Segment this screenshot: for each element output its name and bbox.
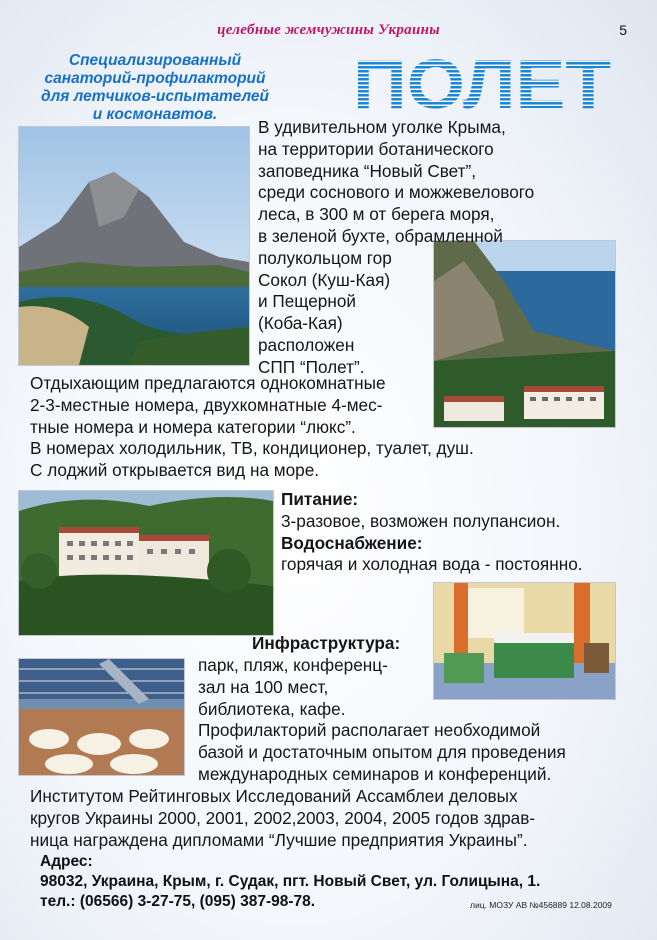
hotel-room-photo [433,582,616,700]
subtitle: Специализированный санаторий-профилакторий для летчиков-испытателей и космонавтов. [41,52,269,123]
base-paragraph: Профилакторий располагает необходимой базой и достаточным опытом для проведения международных семинаров и конференций. [198,720,566,784]
rooms-paragraph: Отдыхающим предлагаются однокомнатные 2-3-местные номера, двухкомнатные 4-мес- тные номера и номера категории “люкс”. В номерах холодильник, ТВ, кондиционер, туалет, душ. С лоджий открывается вид на море. [30,373,474,481]
polet-logo [350,50,615,116]
infra-heading: Инфраструктура: [252,633,401,653]
logo-text: ПОЛЕТ [353,50,611,116]
address-phone: тел.: (06566) 3-27-75, (095) 387-98-78. [40,893,316,910]
address-line: 98032, Украина, Крым, г. Судак, пгт. Новый Свет, ул. Голицына, 1. [40,873,541,890]
intro-paragraph: В удивительном уголке Крыма, на территории ботанического заповедника “Новый Свет”, среди соснового и можжевелового леса, в 300 м от берега моря, в зеленой бухте, обрамленной полукольцом гор Сокол (Куш-Кая) и Пещерной (Коба-Кая) расположен СПП “Полет”. [258,117,535,377]
restaurant-photo [18,658,185,776]
food-water-section [281,489,583,576]
mountain-bay-photo [18,126,250,366]
award-paragraph: Институтом Рейтинговых Исследований Ассамблеи деловых кругов Украины 2000, 2001, 2002,2003, 2004, 2005 годов здрав- ница награждена дипломами “Лучшие предприятия Украины”. [30,786,536,850]
license-note: лиц. МОЗУ АВ №456889 12.08.2009 [470,900,612,910]
water-heading: Водоснабжение: [281,532,423,553]
infra-list: парк, пляж, конференц- зал на 100 мест, библиотека, кафе. [198,655,388,719]
running-header: целебные жемчужины Украины [217,22,440,38]
address-block [40,852,540,912]
water-text: горячая и холодная вода - постоянно. [281,554,583,575]
page-number: 5 [619,22,627,38]
hotel-forest-photo [18,490,274,636]
address-label: Адрес: [40,853,93,870]
food-text: 3-разовое, возможен полупансион. [281,510,561,531]
food-heading: Питание: [281,489,359,509]
